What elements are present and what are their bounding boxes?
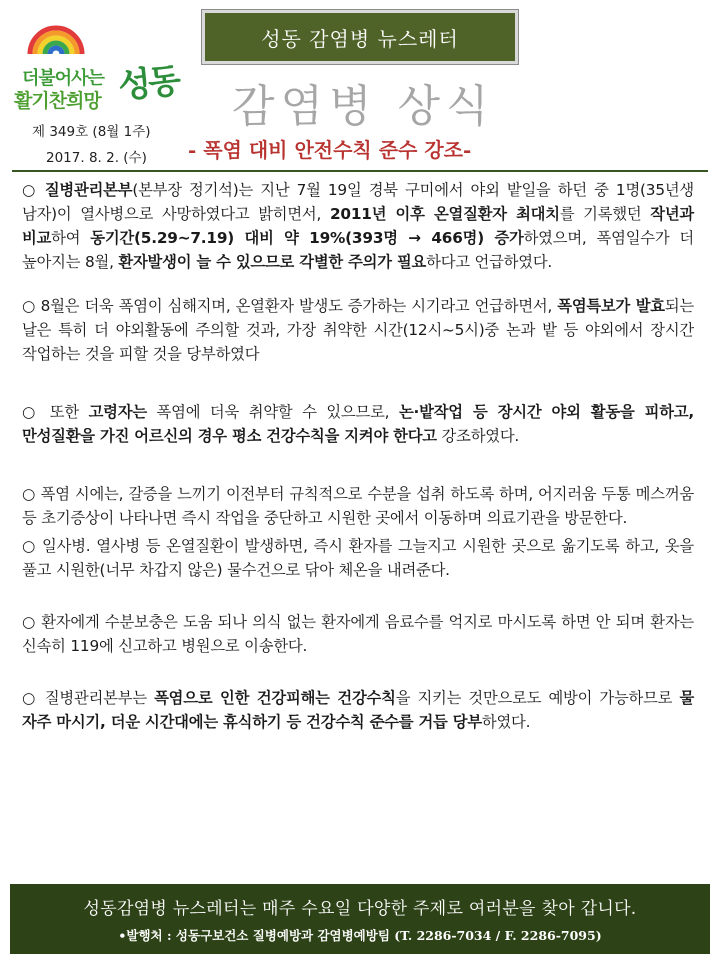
body-text: 되는 날은 특히 더 야외활동에 주의할 것과, 가장 취약한 시간(12시~5시)중 논과 밭 등 야외에서 장시간 작업하는 것을 피할 것을 당부하였다: [22, 297, 694, 363]
body-text: 하였다.: [481, 713, 531, 731]
newsletter-banner: 성동 감염병 뉴스레터: [202, 10, 518, 64]
body-text: 하여: [51, 229, 91, 247]
paragraph: [22, 294, 694, 366]
body-text: ○: [22, 181, 45, 199]
emphasis-text: 폭염으로 인한 건강피해는 건강수칙: [154, 689, 396, 707]
emphasis-text: 논·밭작업 등 장시간 야외 활동을 피하고, 만성질환을 가진 어르신의 경우 평소 건강수칙을 지켜야 한다고: [22, 403, 694, 445]
footer-publisher: •발행처 : 성동구보건소 질병예방과 감염병예방팀 (T. 2286-7034 / F. 2286-7095): [118, 928, 602, 943]
paragraph: [22, 482, 694, 530]
logo-city-name: 성동: [116, 60, 180, 107]
emphasis-text: 작년과 비교: [22, 205, 694, 247]
emphasis-text: 폭염특보가 발효: [557, 297, 665, 315]
body-text: 폭염에 더욱 취약할 수 있으므로,: [146, 403, 399, 421]
emphasis-text: 고령자는: [88, 403, 147, 421]
emphasis-text: 환자발생이 늘 수 있으므로 각별한 주의가 필요: [118, 253, 427, 271]
emphasis-text: 질병관리본부: [44, 181, 133, 199]
body-text: 하였으며, 폭염일수가 더 높아지는 8월,: [22, 229, 694, 271]
issue-date: 2017. 8. 2. (수): [46, 150, 147, 166]
header-divider: [12, 170, 708, 172]
body-text: 을 지키는 것만으로도 예방이 가능하므로: [395, 689, 680, 707]
body-text: ○ 질병관리본부는: [22, 689, 155, 707]
body-text: 를 기록했던: [559, 205, 651, 223]
footer-message: 성동감염병 뉴스레터는 매주 수요일 다양한 주제로 여러분을 찾아 갑니다.: [83, 899, 637, 919]
paragraph: [22, 400, 694, 448]
footer: [10, 884, 710, 954]
paragraph: [22, 178, 694, 274]
body-text: ○ 일사병. 열사병 등 온열질환이 발생하면, 즉시 환자를 그늘지고 시원한 곳으로 옮기도록 하고, 옷을 풀고 시원한(너무 차갑지 않은) 물수건으로 닦아 체온을 내려준다.: [22, 537, 694, 579]
seongdong-logo: [10, 8, 185, 120]
body-text: 강조하였다.: [436, 427, 520, 445]
page-title: 감염병 상식: [232, 81, 495, 132]
body-text: ○ 또한: [22, 403, 89, 421]
paragraph: [22, 610, 694, 658]
paragraph: [22, 686, 694, 734]
body-text: 하다고 언급하였다.: [426, 253, 553, 271]
body-text: ○ 폭염 시에는, 갈증을 느끼기 이전부터 규칙적으로 수분을 섭취 하도록 하며, 어지러움 두통 메스꺼움 등 초기증상이 나타나면 즉시 작업을 중단하고 시원한 곳에서 이동하며 의료기관을 방문한다.: [22, 485, 694, 527]
paragraph: [22, 534, 694, 582]
issue-number: 제 349호 (8월 1주): [32, 124, 151, 140]
body-text: (본부장 정기석)는 지난 7월 19일 경북 구미에서 야외 밭일을 하던 중 1명(35년생 남자)이 열사병으로 사망하였다고 밝히면서,: [22, 181, 695, 223]
emphasis-text: 2011년 이후 온열질환자 최대치: [329, 205, 560, 223]
page-subtitle: - 폭염 대비 안전수칙 준수 강조-: [188, 138, 472, 162]
body-text: ○ 8월은 더욱 폭염이 심해지며, 온열환자 발생도 증가하는 시기라고 언급하면서,: [22, 297, 558, 315]
emphasis-text: 동기간(5.29~7.19) 대비 약 19%(393명 → 466명) 증가: [90, 229, 524, 247]
logo-slogan-line2: 활기찬희망: [14, 90, 101, 112]
body-text: ○ 환자에게 수분보충은 도움 되나 의식 없는 환자에게 음료수를 억지로 마시도록 하면 안 되며 환자는 신속히 119에 신고하고 병원으로 이송한다.: [22, 613, 694, 655]
emphasis-text: 물 자주 마시기, 더운 시간대에는 휴식하기 등 건강수칙 준수를 거듭 당부: [22, 689, 695, 731]
logo-slogan-line1: 더불어사는: [22, 68, 104, 89]
article-body: [22, 178, 694, 734]
